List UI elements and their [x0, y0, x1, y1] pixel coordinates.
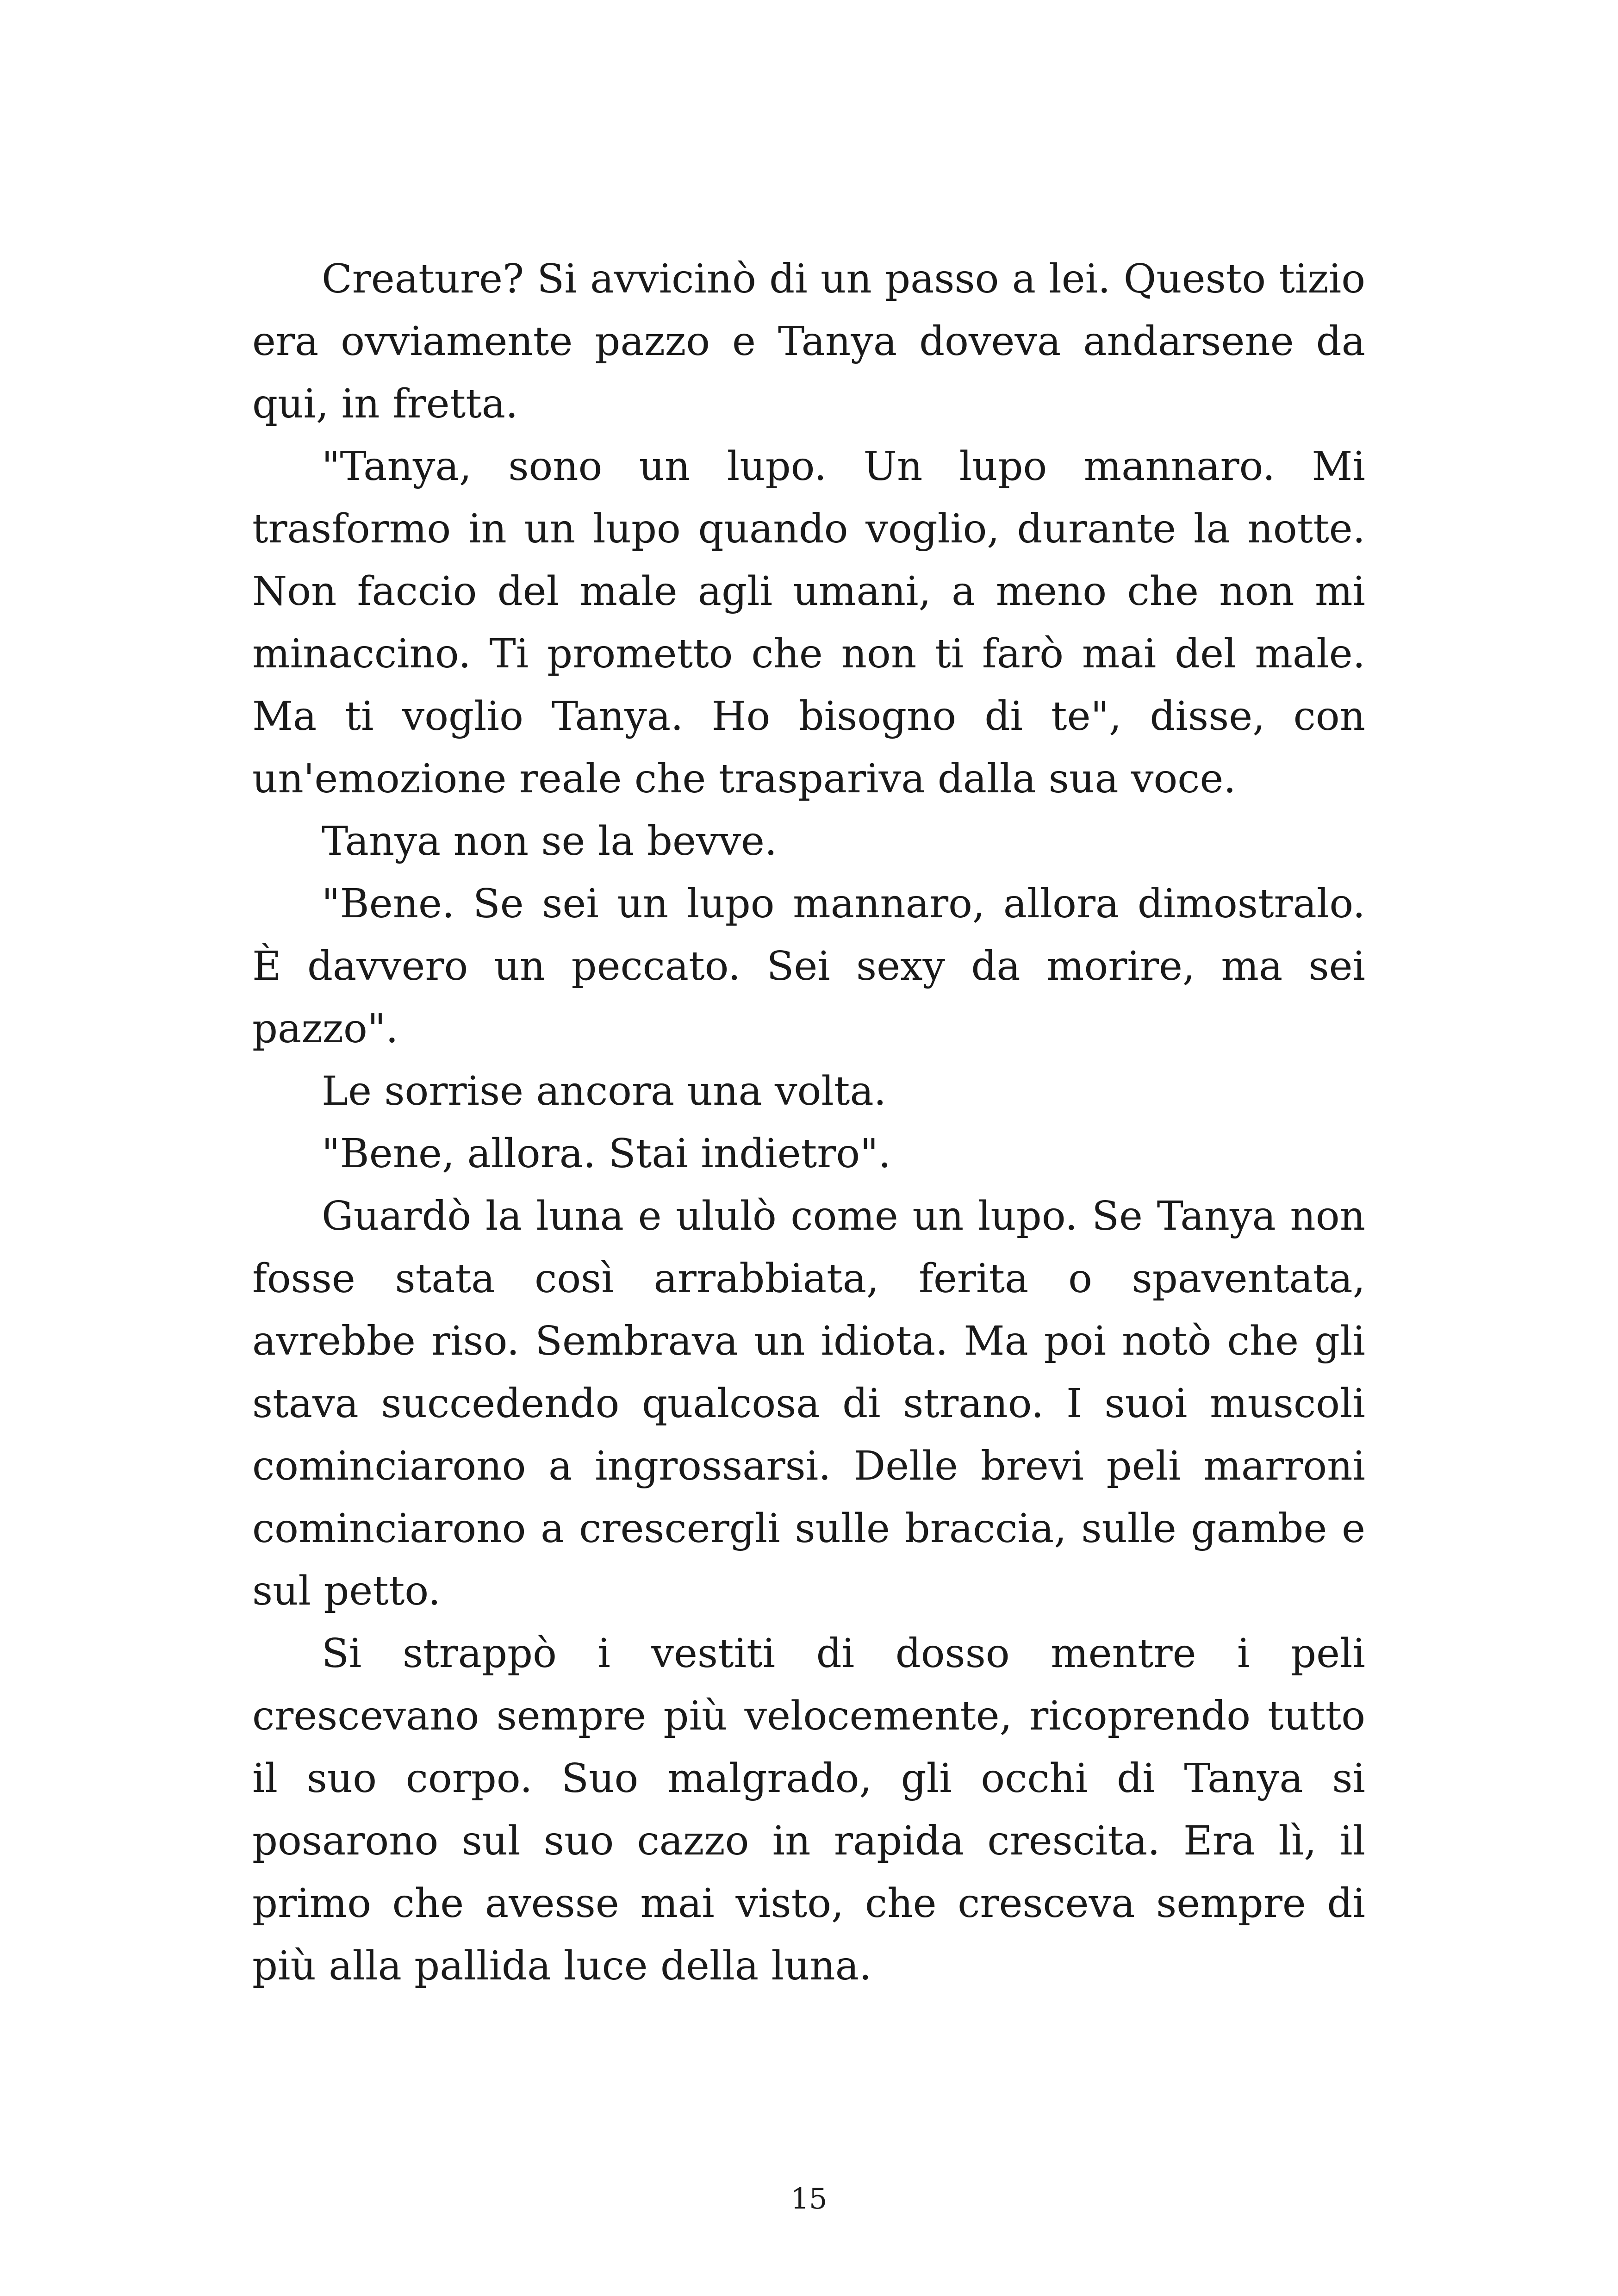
paragraph: Guardò la luna e ululò come un lupo. Se Tanya non fosse stata così arrabbiata, ferita o spaventata, avrebbe riso. Sembrava un idiota. Ma poi notò che gli stava succedendo qualcosa di strano. I suoi muscoli cominciarono a ingrossarsi. Delle brevi peli marroni cominciarono a crescergli sulle braccia, sulle gambe e sul petto.	[252, 1193, 1365, 1614]
paragraph: Creature? Si avvicinò di un passo a lei. Questo tizio era ovviamente pazzo e Tanya doveva andarsene da qui, in fretta.	[252, 256, 1365, 427]
paragraph: "Tanya, sono un lupo. Un lupo mannaro. Mi trasformo in un lupo quando voglio, durante la notte. Non faccio del male agli umani, a meno che non mi minaccino. Ti prometto che non ti farò mai del male. Ma ti voglio Tanya. Ho bisogno di te", disse, con un'emozione reale che traspariva dalla sua voce.	[252, 443, 1365, 802]
body-text	[252, 248, 1365, 1997]
paragraph: Tanya non se la bevve.	[322, 818, 778, 865]
paragraph: Si strappò i vestiti di dosso mentre i peli crescevano sempre più velocemente, ricoprendo tutto il suo corpo. Suo malgrado, gli occhi di Tanya si posarono sul suo cazzo in rapida crescita. Era lì, il primo che avesse mai visto, che cresceva sempre di più alla pallida luce della luna.	[252, 1630, 1365, 1989]
paragraph: "Bene, allora. Stai indietro".	[322, 1131, 891, 1177]
paragraph: "Bene. Se sei un lupo mannaro, allora dimostralo. È davvero un peccato. Sei sexy da morire, ma sei pazzo".	[252, 881, 1365, 1052]
page-number: 15	[790, 2182, 828, 2215]
paragraph: Le sorrise ancora una volta.	[322, 1068, 887, 1114]
